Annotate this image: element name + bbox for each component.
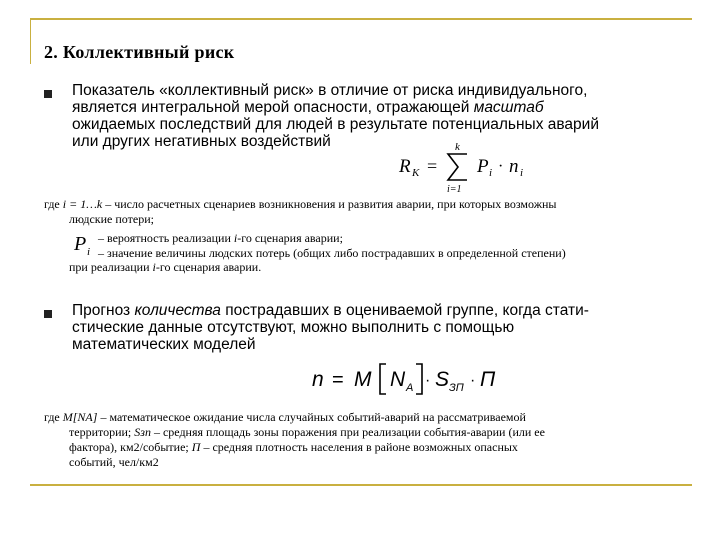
left-bracket-icon bbox=[380, 364, 386, 394]
formula2-lhs: n bbox=[312, 368, 324, 391]
para2-line2: стические данные отсутствуют, можно выполнить с помощью bbox=[72, 319, 515, 336]
formula1-term-p-sub: i bbox=[489, 167, 493, 179]
where2-line2-var: Sзп bbox=[134, 425, 151, 439]
para2-line1 bbox=[72, 302, 692, 319]
where2-line3-tail: – средняя плотность населения в районе возможных опасных bbox=[203, 440, 518, 454]
where1-prefix: где bbox=[44, 197, 60, 211]
formula1-lhs-sub: K bbox=[412, 167, 420, 179]
paragraph-collective-risk bbox=[72, 82, 692, 150]
para2-emphasis: количества bbox=[134, 302, 221, 319]
bullet-marker-2 bbox=[44, 310, 52, 318]
para1-line1: Показатель «коллективный риск» в отличие от риска индивидуального, bbox=[72, 82, 588, 99]
para2-line1-text: Прогноз bbox=[72, 302, 131, 319]
formula1-lhs: R bbox=[399, 156, 411, 177]
where2-continuation bbox=[69, 425, 679, 470]
formula2-s: S bbox=[435, 368, 450, 391]
where2-line3-text: фактора), км2/событие; bbox=[69, 440, 189, 454]
formula2-m: M bbox=[354, 368, 372, 391]
pi-def3-text: при реализации bbox=[69, 260, 150, 274]
where2-line3 bbox=[69, 440, 679, 455]
formula1-sum-top: k bbox=[455, 141, 460, 153]
formula1-term-p: P bbox=[477, 156, 489, 177]
where-clause-1 bbox=[44, 197, 694, 212]
formula1-term-n-sub: i bbox=[520, 167, 524, 179]
frame-left-rule bbox=[30, 18, 31, 64]
where1-continuation: людские потери; bbox=[69, 212, 154, 226]
para2-line3: математических моделей bbox=[72, 336, 256, 353]
formula2-equals: = bbox=[332, 369, 344, 391]
where1-variable: i = 1…k bbox=[62, 197, 103, 211]
para1-line3: ожидаемых последствий для людей в результате потенциальных аварий bbox=[72, 116, 599, 133]
para2-line1-tail: пострадавших в оцениваемой группе, когда стати- bbox=[225, 302, 589, 319]
pi-def1-tail: -го сценария аварии; bbox=[237, 231, 343, 245]
where2-line2-text: территории; bbox=[69, 425, 132, 439]
where2-prefix: где bbox=[44, 410, 60, 424]
formula1-dot: · bbox=[498, 158, 504, 175]
para1-line2-text: является интегральной мерой опасности, отражающей bbox=[72, 99, 470, 116]
formula2-s-sub: ЗП bbox=[449, 382, 464, 394]
para1-line2 bbox=[72, 99, 692, 116]
formula2-na: N bbox=[390, 368, 406, 391]
where2-line4: событий, чел/км2 bbox=[69, 455, 159, 469]
where1-text: – число расчетных сценариев возникновения и развития аварии, при которых возможны bbox=[105, 197, 557, 211]
right-bracket-icon bbox=[416, 364, 422, 394]
para1-line4: или других негативных воздействий bbox=[72, 133, 331, 150]
where2-line2 bbox=[69, 425, 679, 440]
pi-definition-probability bbox=[98, 231, 343, 246]
summation-sign-icon bbox=[448, 154, 467, 180]
where2-line2-tail: – средняя площадь зоны поражения при реализации события-аварии (или ее bbox=[153, 425, 545, 439]
pi-def3-var: i bbox=[152, 260, 156, 274]
where2-variable: M[NA] bbox=[62, 410, 98, 424]
slide-title: 2. Коллективный риск bbox=[44, 42, 235, 62]
pi-def1-var: i bbox=[233, 231, 238, 245]
formula2-na-sub: A bbox=[406, 382, 414, 394]
where2-line3-var: П bbox=[191, 440, 201, 454]
paragraph-forecast bbox=[72, 302, 692, 353]
pi-symbol-sub: i bbox=[87, 246, 91, 258]
formula2-dot2: · bbox=[470, 372, 476, 389]
frame-bottom-rule bbox=[30, 484, 692, 486]
pi-symbol-letter: P bbox=[74, 233, 87, 255]
pi-def1-text: – вероятность реализации bbox=[98, 231, 231, 245]
frame-top-rule bbox=[30, 18, 692, 20]
formula1-term-n: n bbox=[509, 156, 519, 177]
collective-risk-formula bbox=[397, 138, 537, 193]
formula2-dot: · bbox=[425, 372, 431, 389]
formula1-sum-bottom: i=1 bbox=[447, 184, 462, 193]
where-clause-2 bbox=[44, 410, 694, 425]
pi-symbol bbox=[72, 226, 100, 262]
para1-line2-emphasis: масштаб bbox=[473, 99, 544, 116]
formula1-equals: = bbox=[427, 156, 438, 176]
formula2-pi: П bbox=[480, 368, 496, 391]
bullet-marker-1 bbox=[44, 90, 52, 98]
ni-definition-continuation bbox=[69, 260, 261, 275]
where2-text: – математическое ожидание числа случайных событий-аварий на рассматриваемой bbox=[100, 410, 526, 424]
pi-def3-tail: -го сценария аварии. bbox=[155, 260, 262, 274]
casualty-count-formula bbox=[310, 358, 532, 402]
ni-definition-losses: – значение величины людских потерь (общих либо пострадавших в определенной степени) bbox=[98, 246, 566, 260]
